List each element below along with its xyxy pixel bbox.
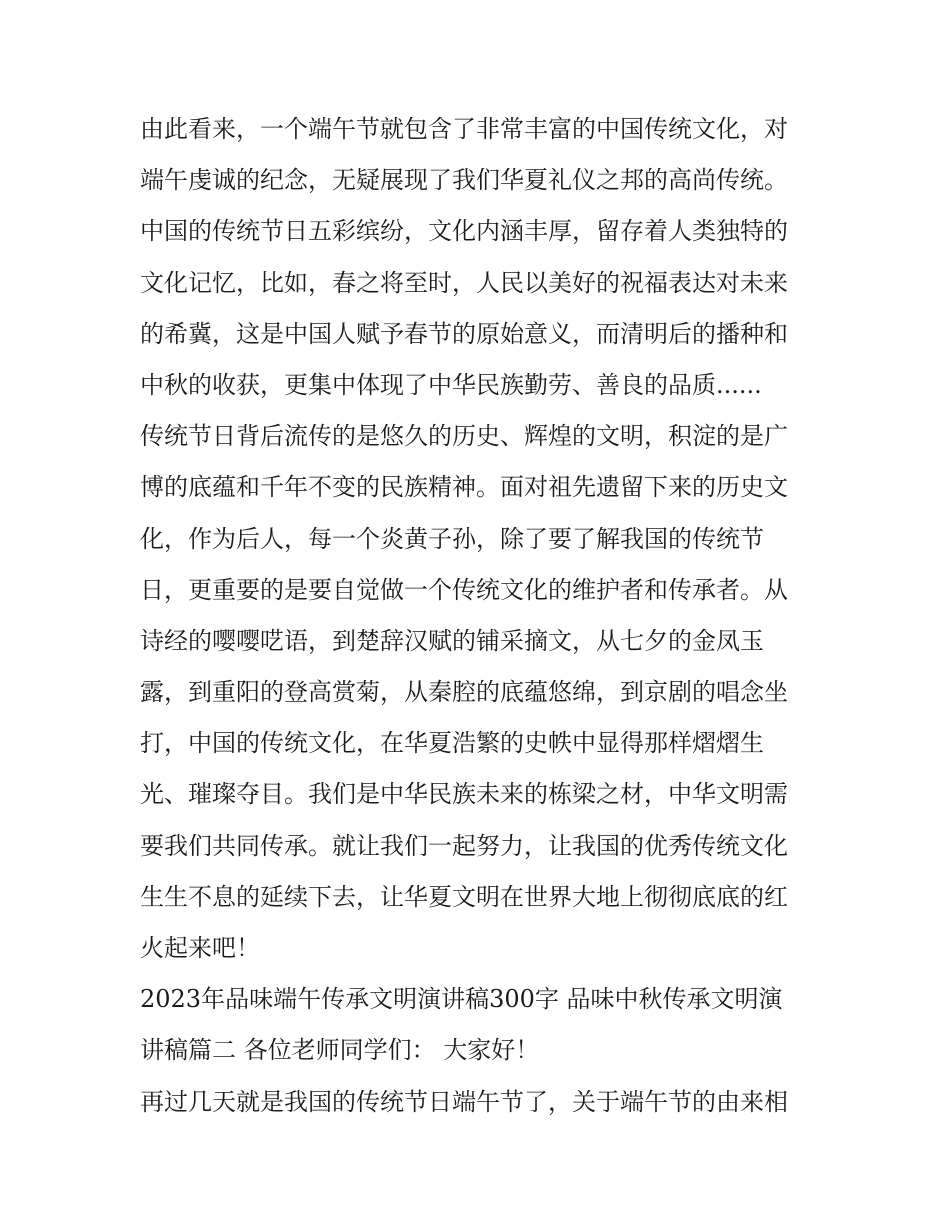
text-line: 博的底蕴和千年不变的民族精神。面对祖先遗留下来的历史文: [140, 473, 788, 502]
text-line: 的希冀，这是中国人赋予春节的原始意义，而清明后的播种和: [140, 319, 788, 348]
text-line: 打，中国的传统文化，在华夏浩繁的史帙中显得那样熠熠生: [140, 729, 764, 758]
body-text: [140, 104, 820, 1128]
text-line: 传统节日背后流传的是悠久的历史、辉煌的文明，积淀的是广: [140, 422, 788, 451]
text-line: 日，更重要的是要自觉做一个传统文化的维护者和传承者。从: [140, 575, 788, 604]
text-line: 露，到重阳的登高赏菊，从秦腔的底蕴悠绵，到京剧的唱念坐: [140, 678, 788, 707]
text-line: 生生不息的延续下去，让华夏文明在世界大地上彻彻底底的红: [140, 882, 788, 911]
text-line: 端午虔诚的纪念，无疑展现了我们华夏礼仪之邦的高尚传统。: [140, 166, 788, 195]
text-line: 要我们共同传承。就让我们一起努力，让我国的优秀传统文化: [140, 831, 788, 860]
text-line: 火起来吧！: [140, 934, 260, 962]
text-line: 文化记忆，比如，春之将至时，人民以美好的祝福表达对未来: [140, 268, 788, 297]
text-line: 再过几天就是我国的传统节日端午节了，关于端午节的由来相: [140, 1087, 788, 1116]
text-line: 由此看来，一个端午节就包含了非常丰富的中国传统文化，对: [140, 115, 788, 143]
text-line: 中国的传统节日五彩缤纷，文化内涵丰厚，留存着人类独特的: [140, 217, 788, 246]
section-heading-line: 讲稿篇二 各位老师同学们： 大家好！: [140, 1036, 540, 1065]
text-line: 化，作为后人，每一个炎黄子孙，除了要了解我国的传统节: [140, 524, 764, 553]
text-line: 诗经的嘤嘤呓语，到楚辞汉赋的铺采摘文，从七夕的金凤玉: [140, 626, 764, 655]
section-heading-line: 2023年品味端午传承文明演讲稿300字 品味中秋传承文明演: [140, 985, 783, 1014]
text-line: 光、璀璨夺目。我们是中华民族未来的栋梁之材，中华文明需: [140, 780, 788, 809]
text-line: 中秋的收获，更集中体现了中华民族勤劳、善良的品质......: [140, 370, 762, 399]
